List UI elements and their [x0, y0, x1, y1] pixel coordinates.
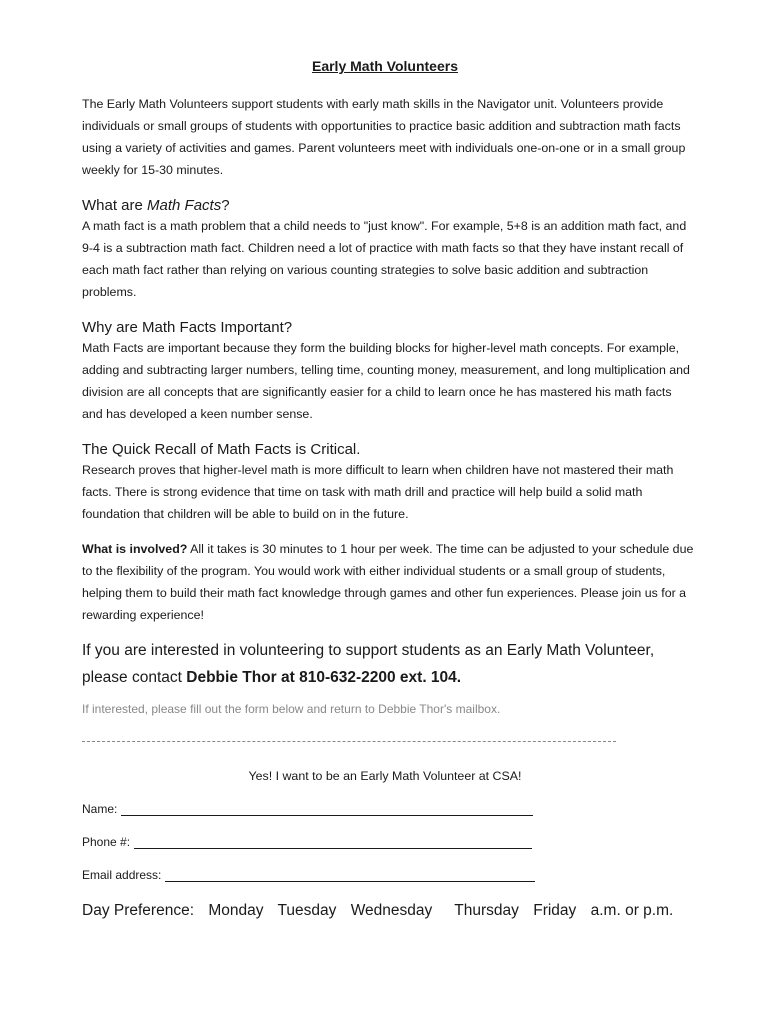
phone-field[interactable] — [82, 835, 532, 849]
day-preference-row — [82, 902, 683, 920]
importance-paragraph: Math Facts are important because they form the building blocks for higher-level math concepts. For example, adding and subtracting larger numbers, telling time, counting money, measurement, and long multiplication and division are all concepts that are significantly easier for a child to learn once he has mastered his math facts and has developed a keen number sense. — [82, 341, 690, 421]
phone-blank[interactable] — [134, 836, 532, 849]
involved-text: All it takes is 30 minutes to 1 hour per week. The time can be adjusted to your schedule due to the flexibility of the program. You would work with either individual students or a small group of students, helping them to build their math fact knowledge through games and other fun experiences. Please join us for a rewarding experience! — [82, 542, 694, 622]
recall-paragraph: Research proves that higher-level math is more difficult to learn when children have not mastered their math facts. There is strong evidence that time on task with math drill and practice will help build a solid math foundation that children will be able to build on in the future. — [82, 463, 674, 521]
intro-paragraph: The Early Math Volunteers support students with early math skills in the Navigator unit. Volunteers provide individuals or small groups of students with opportunities to practice basic addition and subtraction math facts using a variety of activities and games. Parent volunteers meet with individuals one-on-one or in a small group weekly for 15-30 minutes. — [82, 97, 686, 177]
day-option-thursday[interactable]: Thursday — [454, 902, 519, 919]
return-instructions: If interested, please fill out the form below and return to Debbie Thor's mailbox. — [82, 702, 501, 716]
heading-suffix: ? — [221, 197, 230, 214]
interest-statement — [82, 637, 702, 691]
email-label: Email address: — [82, 868, 162, 882]
day-option-wednesday[interactable]: Wednesday — [350, 902, 433, 919]
day-preference-label: Day Preference: — [82, 902, 194, 919]
name-label: Name: — [82, 802, 118, 816]
section-heading-importance: Why are Math Facts Important? — [82, 319, 293, 336]
name-blank[interactable] — [121, 803, 533, 816]
page-title: Early Math Volunteers — [311, 58, 458, 74]
heading-prefix: What are — [82, 197, 148, 214]
section-heading-recall: The Quick Recall of Math Facts is Critical. — [82, 441, 361, 458]
form-heading: Yes! I want to be an Early Math Volunteer at CSA! — [248, 769, 522, 783]
email-field[interactable] — [82, 868, 535, 882]
contact-info: Debbie Thor at 810-632-2200 ext. 104. — [186, 669, 462, 686]
time-preference[interactable]: a.m. or p.m. — [590, 902, 674, 919]
day-option-tuesday[interactable]: Tuesday — [277, 902, 337, 919]
heading-emphasis: Math Facts — [147, 197, 222, 214]
phone-label: Phone #: — [82, 835, 131, 849]
email-blank[interactable] — [165, 869, 535, 882]
math-facts-paragraph: A math fact is a math problem that a child needs to "just know". For example, 5+8 is an addition math fact, and 9-4 is a subtraction math fact. Children need a lot of practice with math facts so that they have instant recall of each math fact rather than relying on various counting strategies to solve basic addition and subtraction problems. — [82, 219, 687, 299]
day-option-monday[interactable]: Monday — [208, 902, 264, 919]
day-option-friday[interactable]: Friday — [533, 902, 577, 919]
interest-text: If you are interested in volunteering to support students as an Early Math Volunteer, please contact — [82, 642, 655, 686]
involved-paragraph — [82, 538, 694, 626]
name-field[interactable] — [82, 802, 533, 816]
cut-line-divider — [82, 741, 616, 742]
section-heading-math-facts — [82, 196, 230, 216]
involved-label: What is involved? — [82, 542, 188, 556]
